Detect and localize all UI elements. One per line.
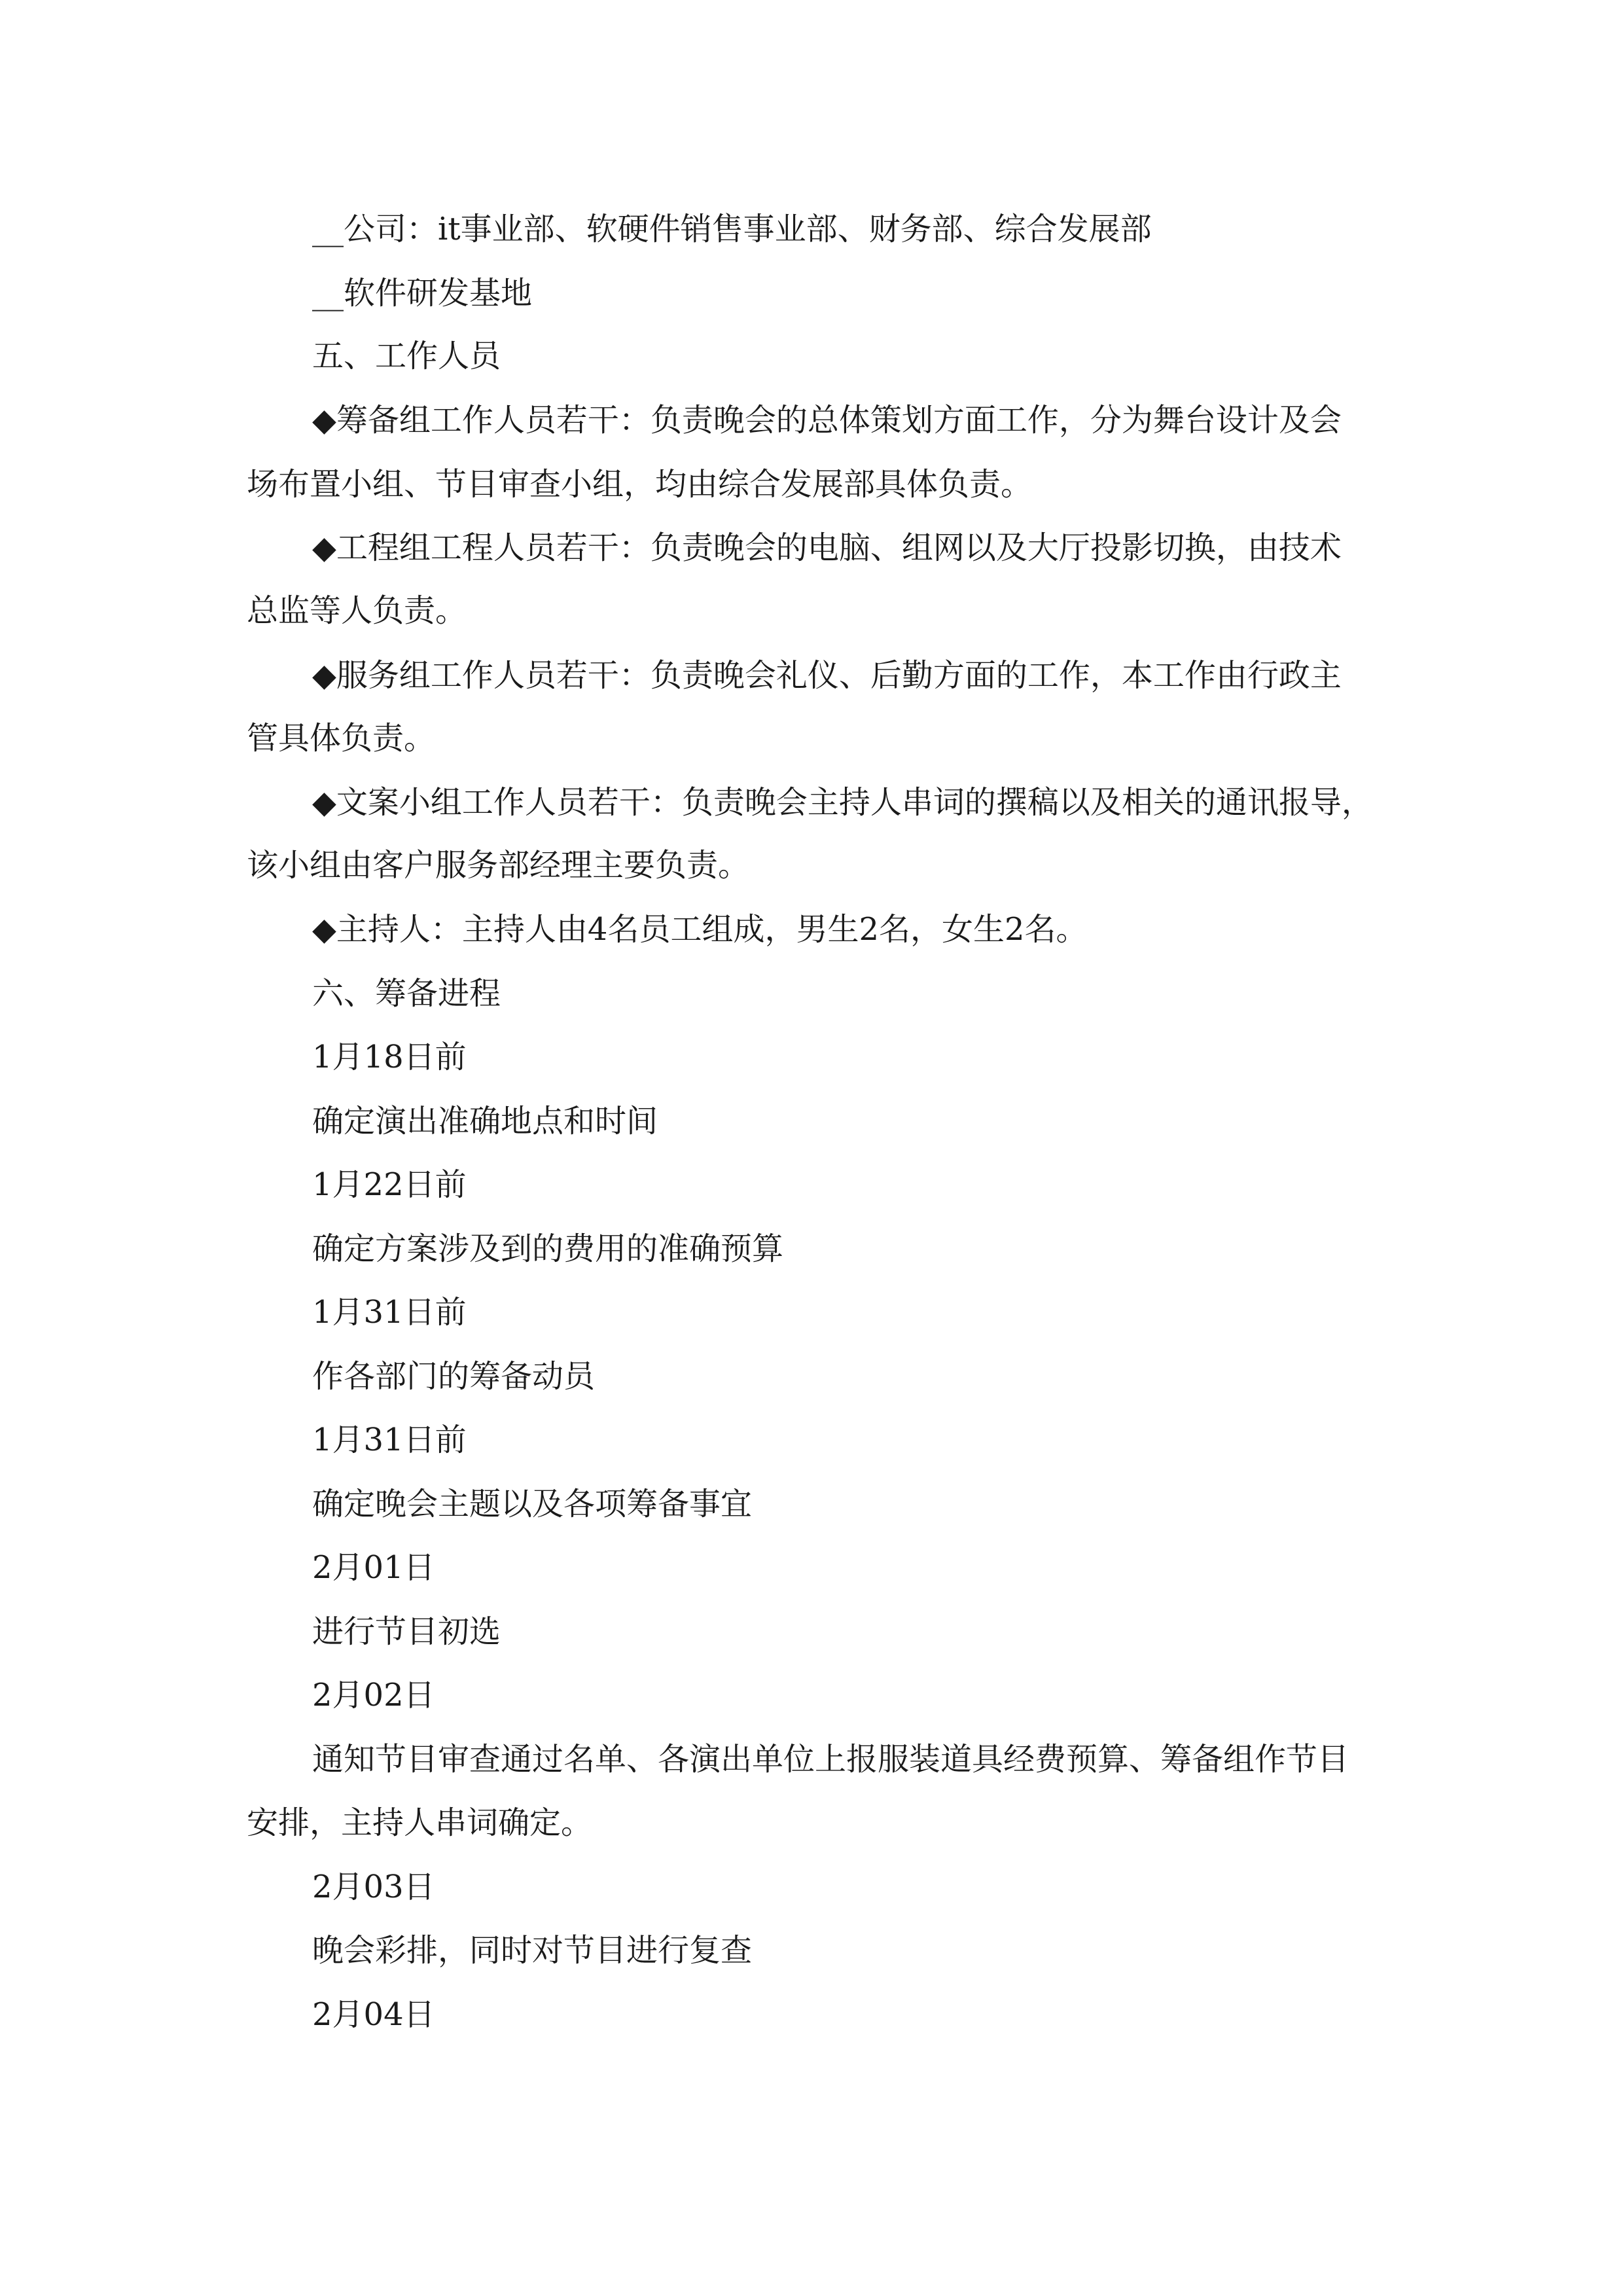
schedule-task-7: 晚会彩排，同时对节目进行复查 <box>312 1932 753 1969</box>
engineering-team-line-2: 总监等人负责。 <box>247 592 467 629</box>
engineering-team-line-1: ◆工程组工程人员若干：负责晚会的电脑、组网以及大厅投影切换，由技术 <box>312 529 1342 566</box>
schedule-date-3: 1月31日前 <box>312 1294 467 1331</box>
schedule-task-6-line-1: 通知节目审查通过名单、各演出单位上报服装道具经费预算、筹备组作节目 <box>312 1741 1349 1778</box>
schedule-task-3: 作各部门的筹备动员 <box>312 1358 596 1395</box>
copywriting-team-line-2: 该小组由客户服务部经理主要负责。 <box>247 847 750 884</box>
prep-team-line-1: ◆筹备组工作人员若干：负责晚会的总体策划方面工作，分为舞台设计及会 <box>312 402 1342 439</box>
schedule-task-6-line-2: 安排，主持人串词确定。 <box>247 1804 593 1841</box>
schedule-date-4: 1月31日前 <box>312 1422 467 1458</box>
schedule-task-5: 进行节目初选 <box>312 1613 501 1650</box>
schedule-date-5: 2月01日 <box>312 1549 435 1586</box>
schedule-date-1: 1月18日前 <box>312 1039 467 1075</box>
software-base-line: __软件研发基地 <box>312 275 533 312</box>
hosts-line: ◆主持人：主持人由4名员工组成，男生2名，女生2名。 <box>312 911 1088 948</box>
schedule-date-2: 1月22日前 <box>312 1166 467 1203</box>
company-departments-line: __公司：it事业部、软硬件销售事业部、财务部、综合发展部 <box>312 211 1152 247</box>
schedule-task-4: 确定晚会主题以及各项筹备事宜 <box>312 1486 753 1522</box>
schedule-date-6: 2月02日 <box>312 1677 435 1713</box>
service-team-line-2: 管具体负责。 <box>247 720 436 757</box>
schedule-task-1: 确定演出准确地点和时间 <box>312 1103 658 1139</box>
section-heading-staff: 五、工作人员 <box>312 338 501 374</box>
schedule-date-7: 2月03日 <box>312 1869 435 1905</box>
schedule-date-8: 2月04日 <box>312 1996 435 2033</box>
schedule-task-2: 确定方案涉及到的费用的准确预算 <box>312 1230 784 1267</box>
prep-team-line-2: 场布置小组、节目审查小组，均由综合发展部具体负责。 <box>247 466 1033 503</box>
service-team-line-1: ◆服务组工作人员若干：负责晚会礼仪、后勤方面的工作，本工作由行政主 <box>312 657 1342 694</box>
copywriting-team-line-1: ◆文案小组工作人员若干：负责晚会主持人串词的撰稿以及相关的通讯报导， <box>312 784 1373 821</box>
section-heading-schedule: 六、筹备进程 <box>312 975 501 1012</box>
